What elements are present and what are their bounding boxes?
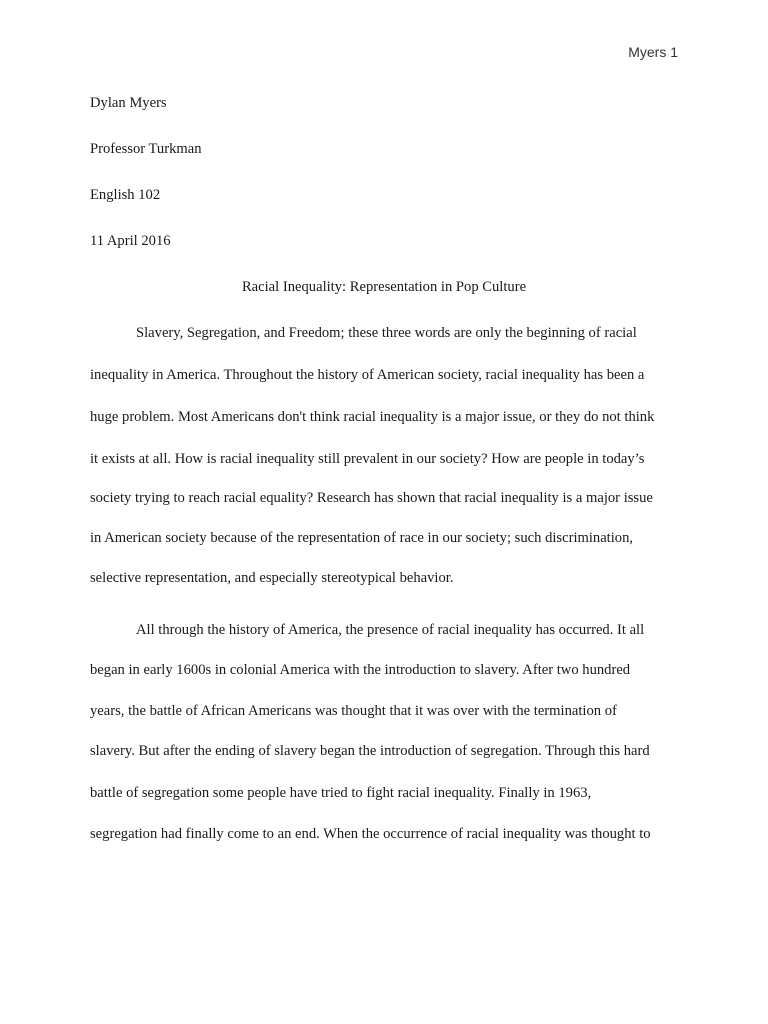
paragraph-2-line-6: segregation had finally come to an end. When the occurrence of racial inequality was thought to [90, 826, 651, 842]
paragraph-2-line-4: slavery. But after the ending of slavery began the introduction of segregation. Through this hard [90, 743, 650, 759]
paragraph-1-line-4: it exists at all. How is racial inequality still prevalent in our society? How are people in today’s [90, 451, 645, 467]
course-name: English 102 [90, 187, 161, 203]
paragraph-2-line-5: battle of segregation some people have tried to fight racial inequality. Finally in 1963, [90, 785, 592, 801]
author-name: Dylan Myers [90, 95, 167, 111]
paragraph-2-line-3: years, the battle of African Americans was thought that it was over with the termination of [90, 703, 617, 719]
instructor-name: Professor Turkman [90, 141, 202, 157]
essay-title: Racial Inequality: Representation in Pop Culture [241, 279, 527, 295]
essay-date: 11 April 2016 [90, 233, 171, 249]
paragraph-1-line-1: Slavery, Segregation, and Freedom; these three words are only the beginning of racial [136, 325, 637, 341]
paragraph-1-line-2: inequality in America. Throughout the history of American society, racial inequality has been a [90, 367, 645, 383]
paragraph-2-line-1: All through the history of America, the presence of racial inequality has occurred. It all [136, 622, 645, 638]
running-head: Myers 1 [628, 44, 678, 60]
paragraph-1-line-6: in American society because of the representation of race in our society; such discrimination, [90, 530, 634, 546]
paragraph-1-line-7: selective representation, and especially stereotypical behavior. [90, 570, 454, 586]
paragraph-1-line-3: huge problem. Most Americans don't think racial inequality is a major issue, or they do not think [90, 409, 655, 425]
paragraph-2-line-2: began in early 1600s in colonial America with the introduction to slavery. After two hundred [90, 662, 631, 678]
paragraph-1-line-5: society trying to reach racial equality? Research has shown that racial inequality is a major issue [90, 490, 653, 506]
